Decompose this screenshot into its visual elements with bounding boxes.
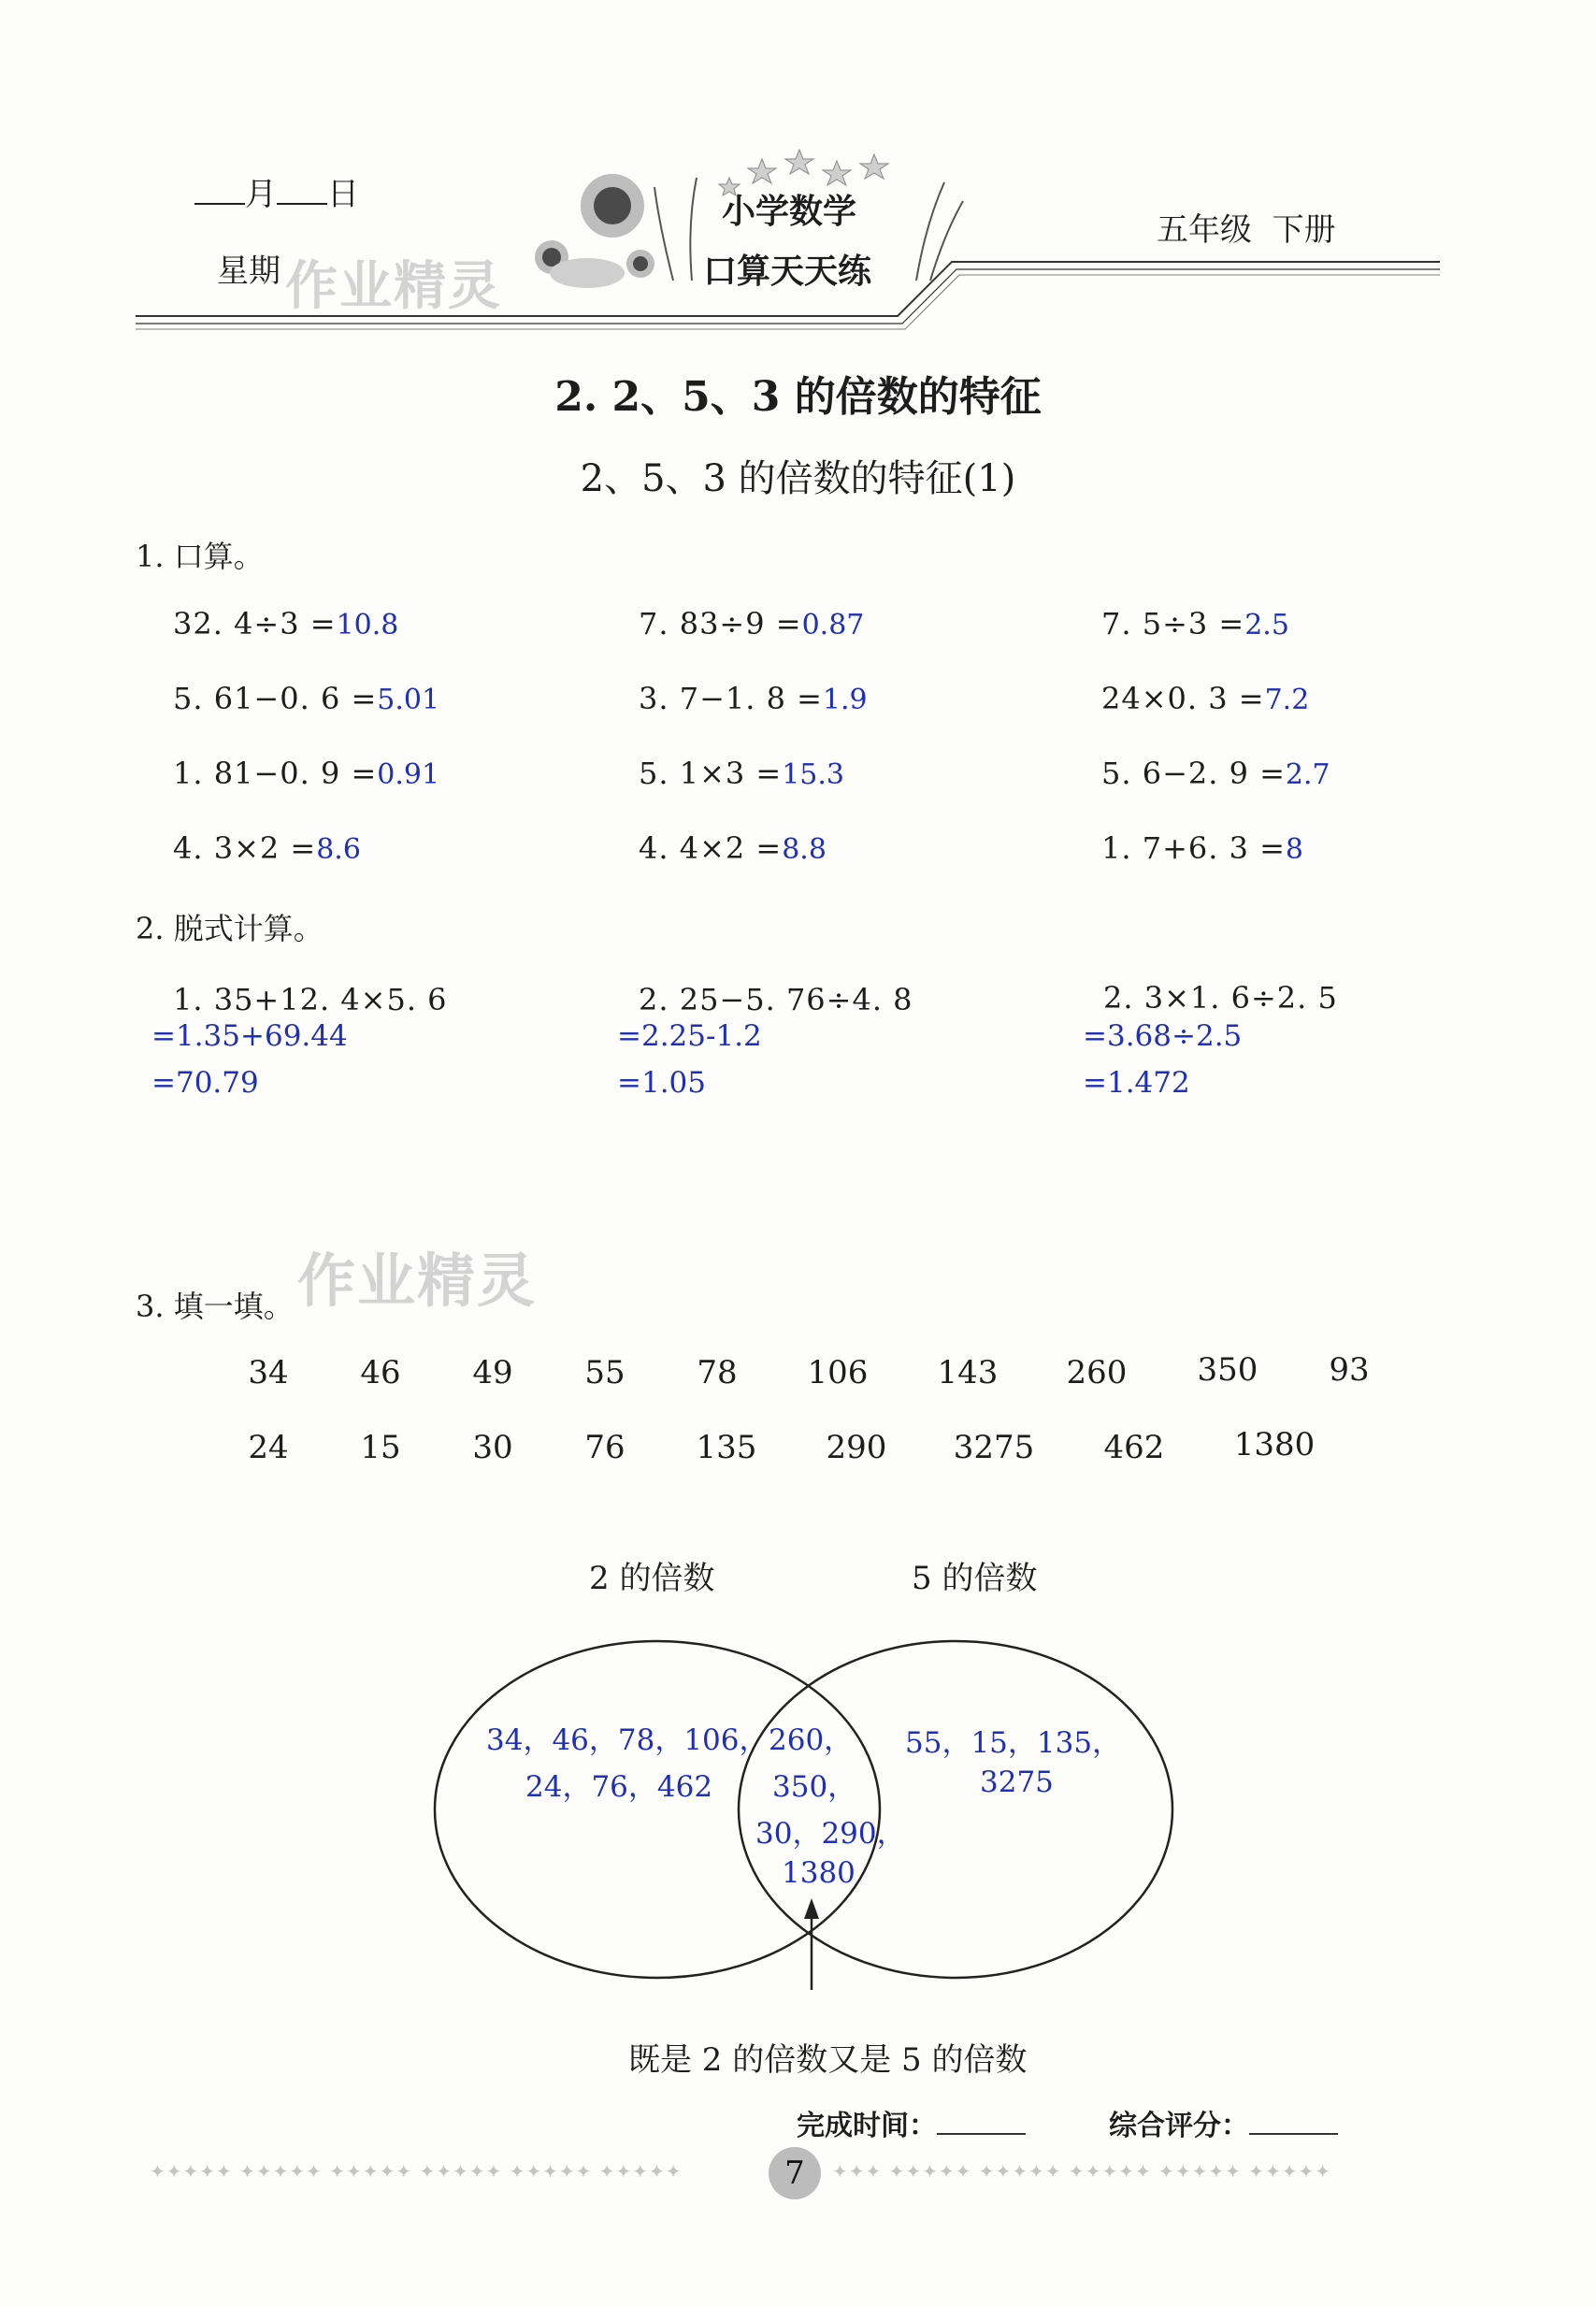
calc-answer[interactable]: 15.3: [782, 758, 845, 791]
pool-number: 350: [1197, 1351, 1258, 1389]
venn-left-line2[interactable]: 24，76，462: [525, 1770, 713, 1804]
pool-number: 290: [826, 1429, 887, 1466]
calc-answer[interactable]: 8.6: [316, 833, 361, 866]
pool-number: 1380: [1233, 1426, 1316, 1463]
pool-number: 78: [697, 1354, 738, 1391]
step-line[interactable]: =1.35+69.44: [151, 1019, 348, 1053]
brand-title-line2: 口算天天练: [703, 252, 872, 291]
date-field: [194, 168, 359, 214]
pool-number: 24: [248, 1429, 289, 1466]
completion-time-blank[interactable]: [937, 2109, 1026, 2135]
grade-label: 五年级 下册: [1157, 211, 1336, 249]
calc-item: 24×0. 3 =7.2: [1101, 681, 1310, 716]
step-problem: 2. 25−5. 76÷4. 8: [639, 982, 913, 1017]
page-number: 7: [769, 2147, 821, 2199]
day-label: 日: [327, 176, 359, 213]
completion-time-label: 完成时间：: [797, 2110, 937, 2142]
leaf-icon: [550, 258, 625, 288]
calc-answer[interactable]: 10.8: [336, 609, 399, 641]
calc-answer[interactable]: 1.9: [822, 684, 868, 716]
calc-item: 4. 3×2 =8.6: [173, 830, 361, 866]
section2-title: 2. 脱式计算。: [136, 911, 324, 946]
section1-title: 1. 口算。: [136, 539, 264, 574]
venn-mid-line1[interactable]: 260，: [769, 1723, 854, 1757]
completion-time: [797, 2102, 1026, 2143]
venn-left-label: 2 的倍数: [589, 1560, 715, 1597]
overall-score-blank[interactable]: [1249, 2109, 1338, 2135]
section3-title: 3. 填一填。: [136, 1289, 294, 1324]
venn-mid-line2[interactable]: 350，: [772, 1770, 857, 1804]
footer-stars-left: ✦✦✦✦✦ ✦✦✦✦✦ ✦✦✦✦✦ ✦✦✦✦✦ ✦✦✦✦✦ ✦✦✦✦✦: [150, 2160, 683, 2183]
arrow-up-icon: [804, 1898, 819, 1990]
weekday-label: 星期: [217, 252, 280, 290]
step-line[interactable]: =3.68÷2.5: [1083, 1019, 1243, 1053]
calc-item: 7. 5÷3 =2.5: [1101, 606, 1289, 641]
sub-title: 2、5、3 的倍数的特征(1): [580, 457, 1016, 500]
calc-item: 1. 7+6. 3 =8: [1101, 830, 1304, 866]
pool-number: 76: [584, 1429, 625, 1466]
step-line[interactable]: =1.472: [1083, 1066, 1190, 1100]
calc-answer[interactable]: 8: [1285, 833, 1304, 866]
month-blank[interactable]: [194, 175, 245, 205]
venn-right-line2[interactable]: 3275: [980, 1766, 1054, 1799]
footer-stars-right: ✦✦✦ ✦✦✦✦✦ ✦✦✦✦✦ ✦✦✦✦✦ ✦✦✦✦✦ ✦✦✦✦✦: [832, 2160, 1332, 2183]
month-label: 月: [245, 176, 277, 213]
venn-mid-line3[interactable]: 30，290，: [755, 1817, 906, 1851]
step-line[interactable]: =1.05: [617, 1066, 706, 1100]
watermark-middle: 作业精灵: [297, 1247, 538, 1315]
step-problem: 1. 35+12. 4×5. 6: [173, 982, 448, 1017]
overall-score-label: 综合评分：: [1109, 2110, 1249, 2142]
pool-number: 30: [472, 1429, 513, 1466]
pool-number: 49: [472, 1354, 513, 1391]
watermark-top: 作业精灵: [285, 256, 502, 317]
calc-answer[interactable]: 0.87: [801, 609, 865, 641]
pool-number: 34: [248, 1354, 289, 1391]
calc-answer[interactable]: 2.7: [1285, 758, 1330, 791]
pool-number: 135: [696, 1429, 757, 1466]
calc-item: 1. 81−0. 9 =0.91: [173, 756, 440, 791]
calc-item: 3. 7−1. 8 =1.9: [639, 681, 868, 716]
pool-number: 143: [937, 1354, 999, 1391]
pool-number: 260: [1066, 1354, 1128, 1391]
calc-item: 5. 1×3 =15.3: [639, 756, 845, 791]
calc-item: 5. 6−2. 9 =2.7: [1101, 756, 1330, 791]
calc-answer[interactable]: 7.2: [1264, 684, 1310, 716]
calc-item: 7. 83÷9 =0.87: [639, 606, 865, 641]
step-line[interactable]: =2.25-1.2: [617, 1019, 762, 1053]
sunflower-icon: [581, 174, 644, 238]
pool-number: 15: [360, 1429, 401, 1466]
pool-number: 55: [584, 1354, 625, 1391]
calc-item: 4. 4×2 =8.8: [639, 830, 827, 866]
venn-right-label: 5 的倍数: [912, 1560, 1038, 1597]
calc-item: 5. 61−0. 6 =5.01: [173, 681, 440, 716]
calc-answer[interactable]: 5.01: [377, 684, 440, 716]
venn-left-line1[interactable]: 34，46，78，106，: [486, 1723, 769, 1757]
main-title: 2. 2、5、3 的倍数的特征: [554, 373, 1042, 421]
pool-number: 106: [807, 1354, 869, 1391]
overall-score: [1109, 2102, 1338, 2143]
pool-number: 46: [360, 1354, 401, 1391]
pool-number: 3275: [953, 1429, 1035, 1466]
step-line[interactable]: =70.79: [151, 1066, 259, 1100]
day-blank[interactable]: [277, 175, 327, 205]
venn-right-line1[interactable]: 55，15，135，: [905, 1726, 1122, 1760]
calc-answer[interactable]: 0.91: [377, 758, 440, 791]
pool-number: 93: [1329, 1351, 1370, 1389]
venn-caption: 既是 2 的倍数又是 5 的倍数: [628, 2041, 1028, 2079]
calc-answer[interactable]: 8.8: [782, 833, 827, 866]
brand-title-line1: 小学数学: [722, 193, 857, 231]
pool-number: 462: [1103, 1429, 1165, 1466]
calc-item: 32. 4÷3 =10.8: [173, 606, 399, 641]
step-problem: 2. 3×1. 6÷2. 5: [1103, 980, 1338, 1016]
venn-mid-line4[interactable]: 1380: [782, 1856, 856, 1890]
calc-answer[interactable]: 2.5: [1244, 609, 1289, 641]
